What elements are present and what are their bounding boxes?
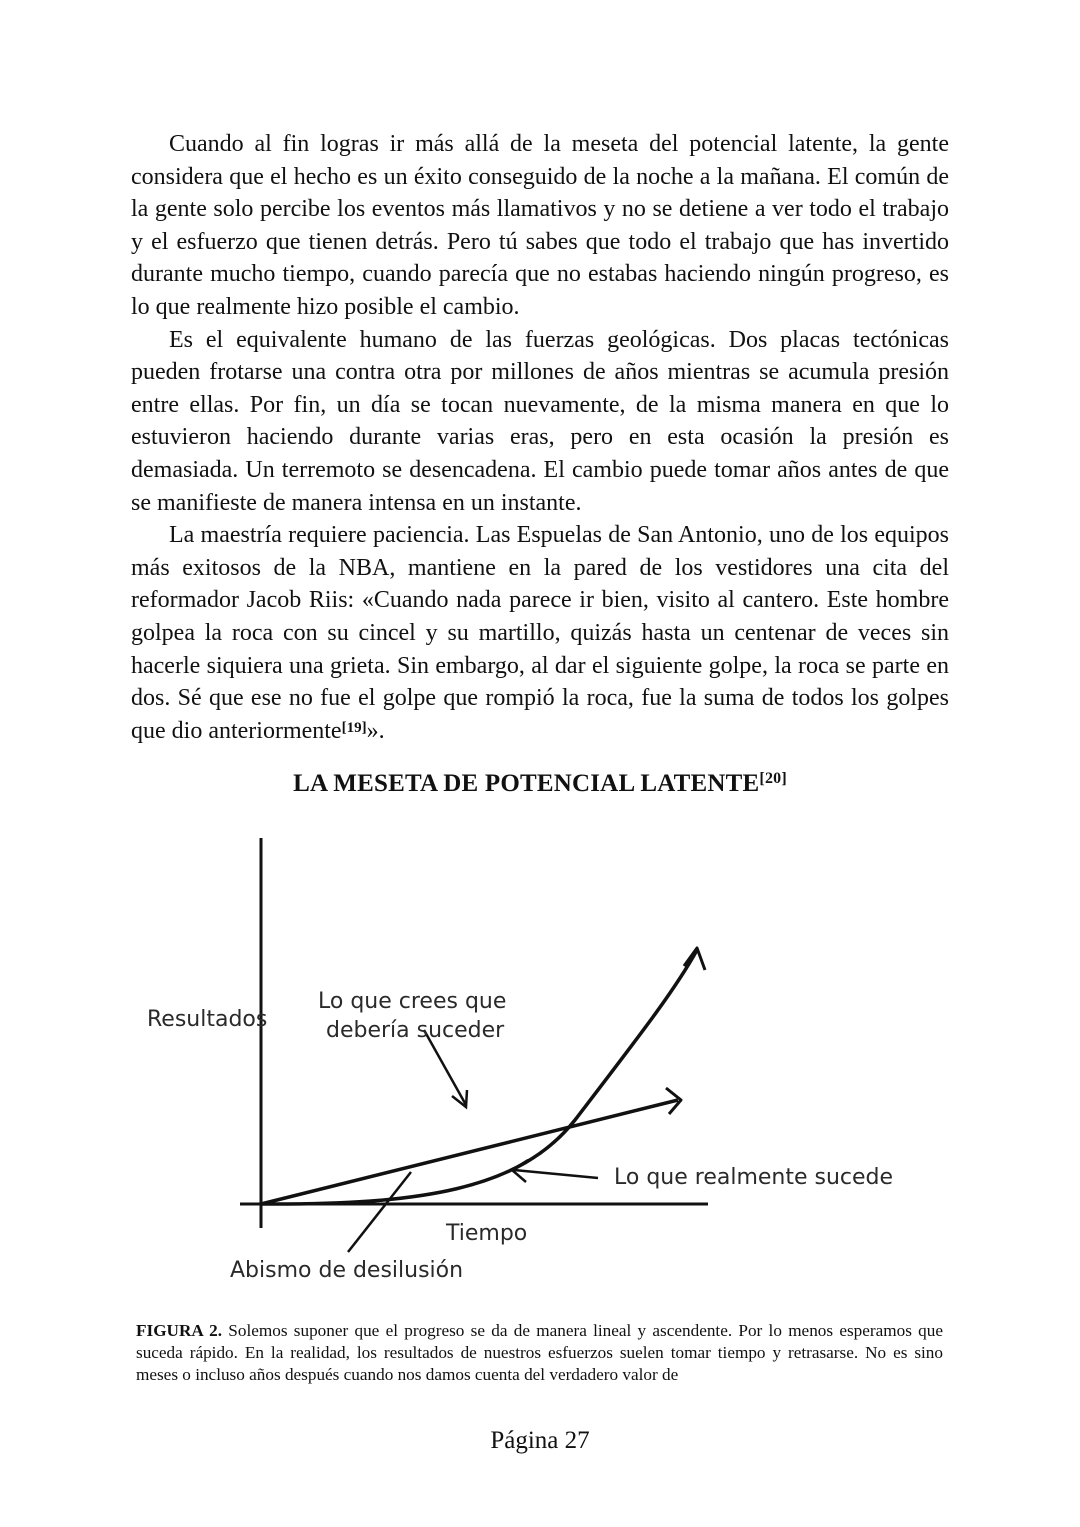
paragraph-text: La maestría requiere paciencia. Las Espuelas de San Antonio, uno de los equipos más exitosos de la NBA, mantiene en la pared de los vestidores una cita del reformador Jacob Riis: «Cuando nada parece ir bien, visito al cantero. Este hombre golpea la roca con su cincel y su martillo, quizás hasta un centenar de veces sin hacerle siquiera una grieta. Sin embargo, al dar el siguiente golpe, la roca se parte en dos. Sé que ese no fue el golpe que rompió la roca, fue la suma de todos los golpes que dio anteriormente: [131, 522, 949, 744]
chart-svg: [0, 820, 1080, 1300]
paragraph: [131, 519, 949, 747]
body-text: [131, 128, 949, 747]
x-axis-label: Tiempo: [446, 1221, 528, 1246]
figure-title: [0, 770, 1080, 798]
paragraph-text: Es el equivalente humano de las fuerzas geológicas. Dos placas tectónicas pueden frotarse una contra otra por millones de años mientras se acumula presión entre ellas. Por fin, un día se tocan nuevamente, de la misma manera en que lo estuvieron haciendo durante varias eras, pero en esta ocasión la presión es demasiada. Un terremoto se desencadena. El cambio puede tomar años antes de que se manifieste de manera intensa en un instante.: [131, 326, 949, 516]
page-number: Página 27: [490, 1427, 590, 1454]
footnote-reference[interactable]: [19]: [341, 719, 367, 736]
expected-label-line1: Lo que crees que: [318, 989, 507, 1014]
figure-footnote-reference[interactable]: [20]: [759, 770, 787, 787]
caption-text: Solemos suponer que el progreso se da de manera lineal y ascendente. Por lo menos esperamos que suceda rápido. En la realidad, los resultados de nuestros esfuerzos suelen tomar tiempo y retrasarse. No es sino meses o incluso años después cuando nos damos cuenta del verdadero valor de: [136, 1321, 943, 1384]
figure-title-text: LA MESETA DE POTENCIAL LATENTE: [293, 770, 760, 797]
expected-label-line2: debería suceder: [326, 1018, 505, 1043]
paragraph: [131, 128, 949, 324]
paragraph-text: Cuando al fin logras ir más allá de la meseta del potencial latente, la gente considera que el hecho es un éxito conseguido de la noche a la mañana. El común de la gente solo percibe los eventos más llamativos y no se detiene a ver todo el trabajo y el esfuerzo que tienen detrás. Pero tú sabes que todo el trabajo que has invertido durante mucho tiempo, cuando parecía que no estabas haciendo ningún progreso, es lo que realmente hizo posible el cambio.: [131, 131, 949, 320]
actual-label: Lo que realmente sucede: [614, 1165, 894, 1190]
actual-pointer-line: [514, 1170, 598, 1178]
figure-caption: [136, 1320, 943, 1386]
latent-potential-chart: [0, 820, 1080, 1300]
paragraph: [131, 324, 949, 520]
y-axis-label: Resultados: [147, 1007, 268, 1032]
valley-pointer-line: [348, 1172, 411, 1252]
caption-label: FIGURA 2.: [136, 1321, 223, 1340]
quote-closing: ».: [366, 717, 385, 744]
valley-label: Abismo de desilusión: [230, 1258, 464, 1283]
